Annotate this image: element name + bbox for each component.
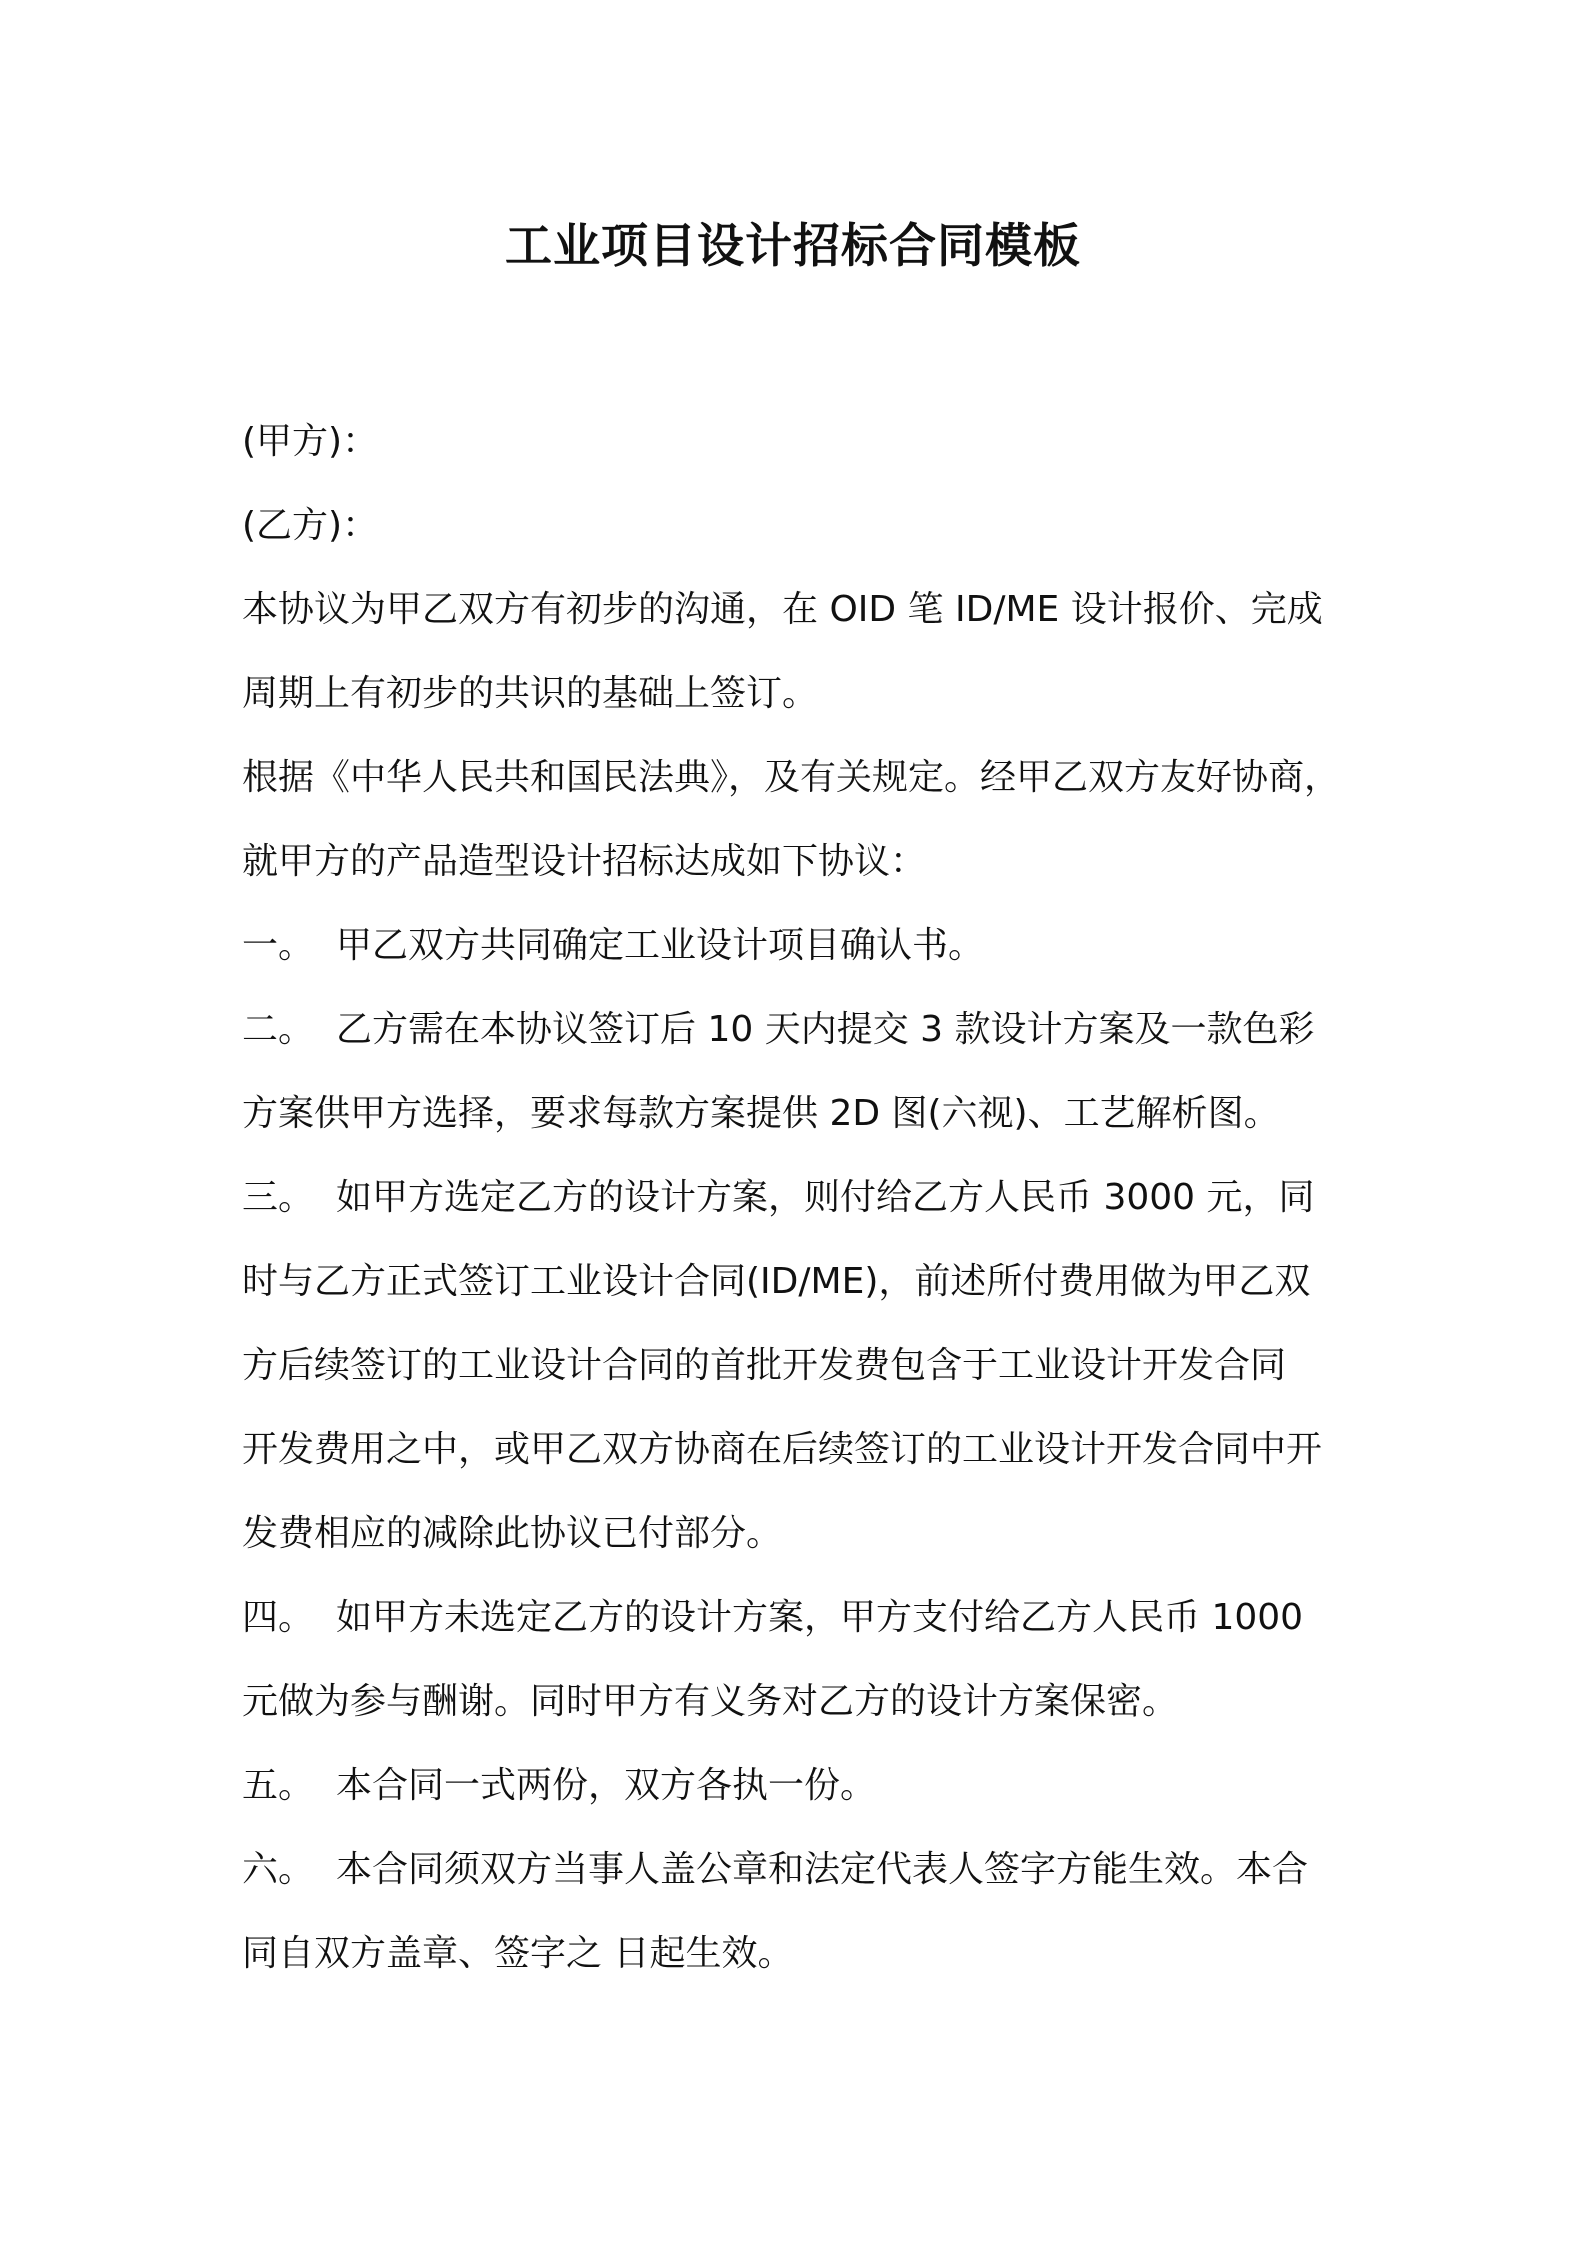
clause-text: 本合同须双方当事人盖公章和法定代表人签字方能生效。本合 (336, 1849, 1309, 1890)
clause-4-continuation: 元做为参与酬谢。同时甲方有义务对乙方的设计方案保密。 (242, 1681, 1179, 1722)
clause-2-continuation: 方案供甲方选择，要求每款方案提供 2D 图(六视)、工艺解析图。 (242, 1093, 1280, 1134)
party-a-line: (甲方)： (242, 421, 379, 462)
clause-1 (242, 904, 1362, 988)
clause-6 (242, 1828, 1362, 1912)
clause-3-continuation: 发费相应的减除此协议已付部分。 (242, 1513, 783, 1554)
document-body (242, 400, 1362, 1996)
intro-line-2: 周期上有初步的共识的基础上签订。 (242, 673, 819, 714)
clause-number: 六。 (242, 1849, 315, 1890)
clause-2 (242, 988, 1362, 1072)
clause-text: 本合同一式两份，双方各执一份。 (336, 1765, 877, 1806)
clause-number: 五。 (242, 1765, 315, 1806)
clause-3 (242, 1156, 1362, 1240)
clause-text: 如甲方未选定乙方的设计方案，甲方支付给乙方人民币 1000 (336, 1597, 1304, 1638)
basis-line-2: 就甲方的产品造型设计招标达成如下协议： (242, 841, 927, 882)
clause-number: 四。 (242, 1597, 315, 1638)
clause-number: 三。 (242, 1177, 315, 1218)
clause-5 (242, 1744, 1362, 1828)
clause-number: 一。 (242, 925, 315, 966)
clause-text: 乙方需在本协议签订后 10 天内提交 3 款设计方案及一款色彩 (336, 1009, 1315, 1050)
clause-text: 如甲方选定乙方的设计方案，则付给乙方人民币 3000 元，同 (336, 1177, 1315, 1218)
party-b-line: (乙方)： (242, 505, 379, 546)
clause-text: 甲乙双方共同确定工业设计项目确认书。 (336, 925, 985, 966)
clause-4 (242, 1576, 1362, 1660)
intro-line-1: 本协议为甲乙双方有初步的沟通，在 OID 笔 ID/ME 设计报价、完成 (242, 589, 1323, 630)
clause-6-continuation: 同自双方盖章、签字之 日起生效。 (242, 1933, 794, 1974)
clause-3-continuation: 方后续签订的工业设计合同的首批开发费包含于工业设计开发合同 (242, 1345, 1287, 1386)
clause-3-continuation: 时与乙方正式签订工业设计合同(ID/ME)，前述所付费用做为甲乙双 (242, 1261, 1311, 1302)
document-title: 工业项目设计招标合同模板 (505, 219, 1081, 274)
clause-3-continuation: 开发费用之中，或甲乙双方协商在后续签订的工业设计开发合同中开 (242, 1429, 1323, 1470)
clause-number: 二。 (242, 1009, 315, 1050)
basis-line-1: 根据《中华人民共和国民法典》，及有关规定。经甲乙双方友好协商， (242, 757, 1341, 798)
